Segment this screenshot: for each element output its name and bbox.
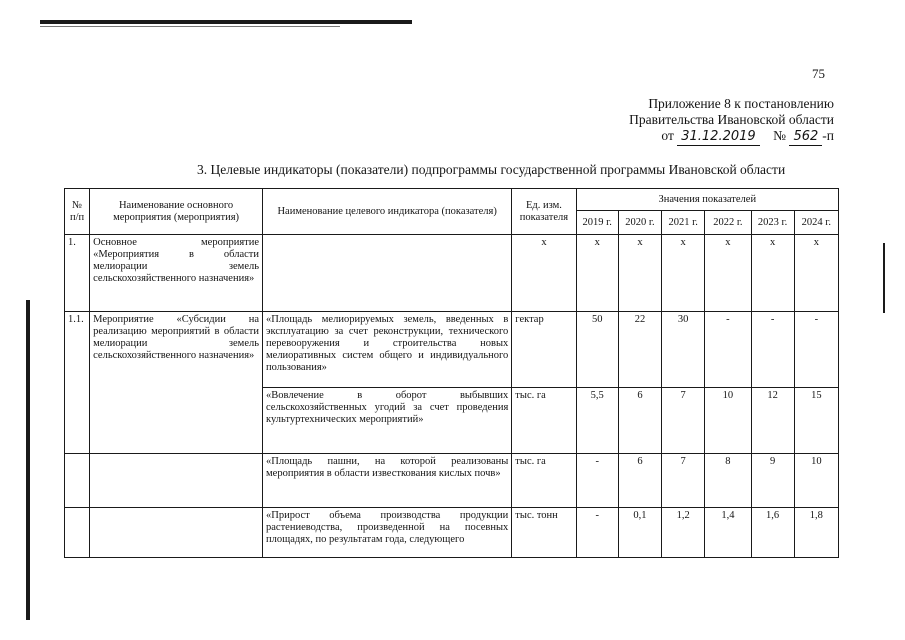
appendix-line-2: Правительства Ивановской области <box>629 112 834 127</box>
row-value: 1,4 <box>705 508 751 558</box>
row-value: 1,6 <box>751 508 794 558</box>
row-value: 9 <box>751 454 794 508</box>
header-year: 2019 г. <box>576 211 618 235</box>
row-value: 50 <box>576 312 618 388</box>
row-indicator: «Вовлечение в оборот выбывших сельскохозяйственных угодий за счет проведения культуртехнических мероприятий» <box>263 388 512 454</box>
row-value: - <box>576 508 618 558</box>
handwritten-date: 31.12.2019 <box>677 129 759 146</box>
appendix-date-line <box>629 128 834 146</box>
row-num <box>65 508 90 558</box>
table-row <box>65 235 839 312</box>
row-value: - <box>705 312 751 388</box>
row-value: 22 <box>618 312 661 388</box>
header-values: Значения показателей <box>576 189 838 211</box>
row-value: 10 <box>794 454 838 508</box>
row-unit: тыс. га <box>512 388 576 454</box>
date-prefix: от <box>661 128 674 143</box>
header-year: 2020 г. <box>618 211 661 235</box>
scan-edge-top-thin <box>40 26 340 27</box>
row-value: 6 <box>618 388 661 454</box>
row-value: 30 <box>662 312 705 388</box>
header-num: № п/п <box>65 189 90 235</box>
row-event: Основное мероприятие «Мероприятия в области мелиорации земель сельскохозяйственного назначения» <box>90 235 263 312</box>
row-unit: тыс. га <box>512 454 576 508</box>
header-unit: Ед. изм. показателя <box>512 189 576 235</box>
row-value: 8 <box>705 454 751 508</box>
scan-edge-top <box>40 20 412 24</box>
row-value: - <box>751 312 794 388</box>
row-value: х <box>705 235 751 312</box>
row-event <box>90 454 263 508</box>
header-year: 2022 г. <box>705 211 751 235</box>
appendix-header <box>629 96 834 146</box>
header-year: 2024 г. <box>794 211 838 235</box>
header-year: 2021 г. <box>662 211 705 235</box>
row-unit: х <box>512 235 576 312</box>
number-prefix: № <box>773 128 787 143</box>
section-title: 3. Целевые индикаторы (показатели) подпрограммы государственной программы Ивановской области <box>197 162 786 177</box>
row-num: 1. <box>65 235 90 312</box>
row-value: 15 <box>794 388 838 454</box>
header-year: 2023 г. <box>751 211 794 235</box>
row-value: 1,8 <box>794 508 838 558</box>
table-row <box>65 454 839 508</box>
row-value: х <box>794 235 838 312</box>
indicators-table <box>64 188 839 558</box>
row-unit: тыс. тонн <box>512 508 576 558</box>
row-value: 10 <box>705 388 751 454</box>
row-value: х <box>618 235 661 312</box>
handwritten-number: 562 <box>789 129 822 146</box>
page-number: 75 <box>812 66 825 81</box>
row-value: х <box>576 235 618 312</box>
row-indicator <box>263 235 512 312</box>
row-value: 7 <box>662 454 705 508</box>
row-value: - <box>576 454 618 508</box>
row-value: 6 <box>618 454 661 508</box>
appendix-line-1: Приложение 8 к постановлению <box>648 96 834 111</box>
row-value: - <box>794 312 838 388</box>
scan-edge-right <box>883 243 885 313</box>
row-indicator: «Площадь мелиорируемых земель, введенных в эксплуатацию за счет реконструкции, технического перевооружения и строительства новых мелиоративных систем общего и индивидуального пользования» <box>263 312 512 388</box>
number-suffix: -п <box>822 128 834 143</box>
header-indicator: Наименование целевого индикатора (показателя) <box>263 189 512 235</box>
row-event <box>90 508 263 558</box>
row-value: 1,2 <box>662 508 705 558</box>
row-value: 0,1 <box>618 508 661 558</box>
table-row <box>65 508 839 558</box>
table-row <box>65 312 839 388</box>
row-value: 7 <box>662 388 705 454</box>
row-num: 1.1. <box>65 312 90 454</box>
row-num <box>65 454 90 508</box>
row-value: х <box>662 235 705 312</box>
row-value: 5,5 <box>576 388 618 454</box>
row-unit: гектар <box>512 312 576 388</box>
row-value: х <box>751 235 794 312</box>
row-indicator: «Прирост объема производства продукции растениеводства, произведенной на посевных площадях, по результатам года, следующего <box>263 508 512 558</box>
row-event: Мероприятие «Субсидии на реализацию мероприятий в области мелиорации земель сельскохозяйственного назначения» <box>90 312 263 454</box>
row-indicator: «Площадь пашни, на которой реализованы мероприятия в области известкования кислых почв» <box>263 454 512 508</box>
row-value: 12 <box>751 388 794 454</box>
header-event: Наименование основного мероприятия (мероприятия) <box>90 189 263 235</box>
scan-edge-left <box>26 300 30 620</box>
